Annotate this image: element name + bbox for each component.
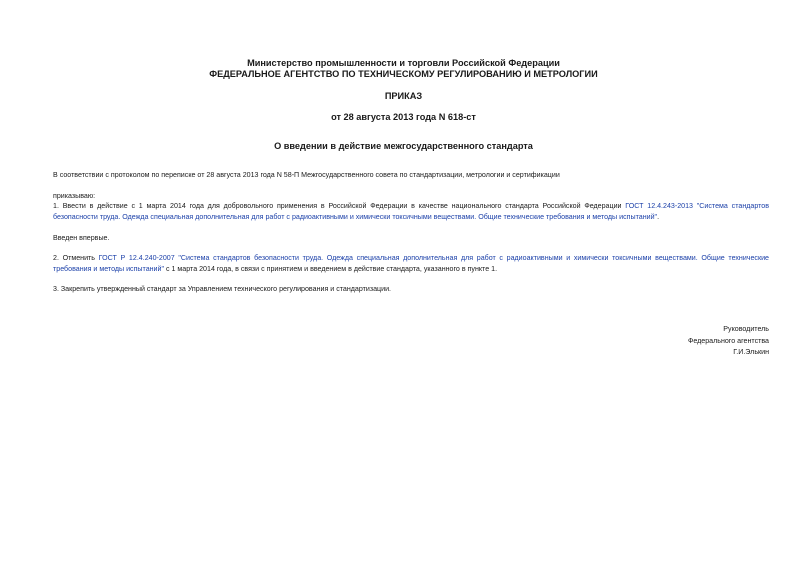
item-2-text: 2. Отменить	[53, 254, 99, 262]
signature-organization: Федерального агентства	[687, 337, 769, 345]
agency-name: ФЕДЕРАЛЬНОЕ АГЕНТСТВО ПО ТЕХНИЧЕСКОМУ РЕГУЛИРОВАНИЮ И МЕТРОЛОГИИ	[209, 69, 598, 79]
item-2-end: с 1 марта 2014 года, в связи с принятием и введением в действие стандарта, указанного в пункте 1.	[164, 264, 498, 273]
signature-title: Руководитель	[723, 325, 769, 333]
signature-name: Г.И.Элькин	[733, 348, 769, 356]
first-time-text: Введен впервые.	[53, 234, 110, 242]
item-3-text: 3. Закрепить утвержденный стандарт за Управлением технического регулирования и стандартизации.	[53, 285, 392, 293]
item-1-paragraph	[53, 201, 769, 222]
gost-12-4-243-link[interactable]: ГОСТ 12.4.243-2013 "Система стандартов безопасности труда. Одежда специальная дополнительная для работ с радиоактивными и химически токсичными веществами. Общие технические требования и методы испытаний"	[53, 202, 769, 221]
order-date: от 28 августа 2013 года N 618-ст	[331, 112, 476, 122]
item-2-paragraph	[53, 253, 769, 274]
order-word: приказываю:	[53, 192, 96, 200]
item-1-text: 1. Ввести в действие с 1 марта 2014 года для добровольного применения в Российской Федерации в качестве национального стандарта Российской Федерации	[53, 202, 626, 210]
gost-r-12-4-240-link[interactable]: ГОСТ Р 12.4.240-2007 "Система стандартов безопасности труда. Одежда специальная дополнительная для работ с радиоактивными и химически токсичными веществами. Общие технические требования и методы испытаний"	[53, 254, 769, 273]
order-word-paragraph	[53, 191, 769, 202]
first-time-paragraph	[53, 233, 769, 244]
preamble-text: В соответствии с протоколом по переписке от 28 августа 2013 года N 58-П Межгосударственного совета по стандартизации, метрологии и сертификации	[53, 171, 560, 179]
ministry-header	[0, 58, 807, 80]
order-type: ПРИКАЗ	[384, 91, 423, 101]
preamble-paragraph	[53, 170, 769, 181]
ministry-name: Министерство промышленности и торговли Российской Федерации	[247, 58, 560, 68]
item-1-end: .	[657, 212, 660, 221]
item-3-paragraph	[53, 284, 769, 295]
order-subject: О введении в действие межгосударственного стандарта	[274, 141, 533, 151]
